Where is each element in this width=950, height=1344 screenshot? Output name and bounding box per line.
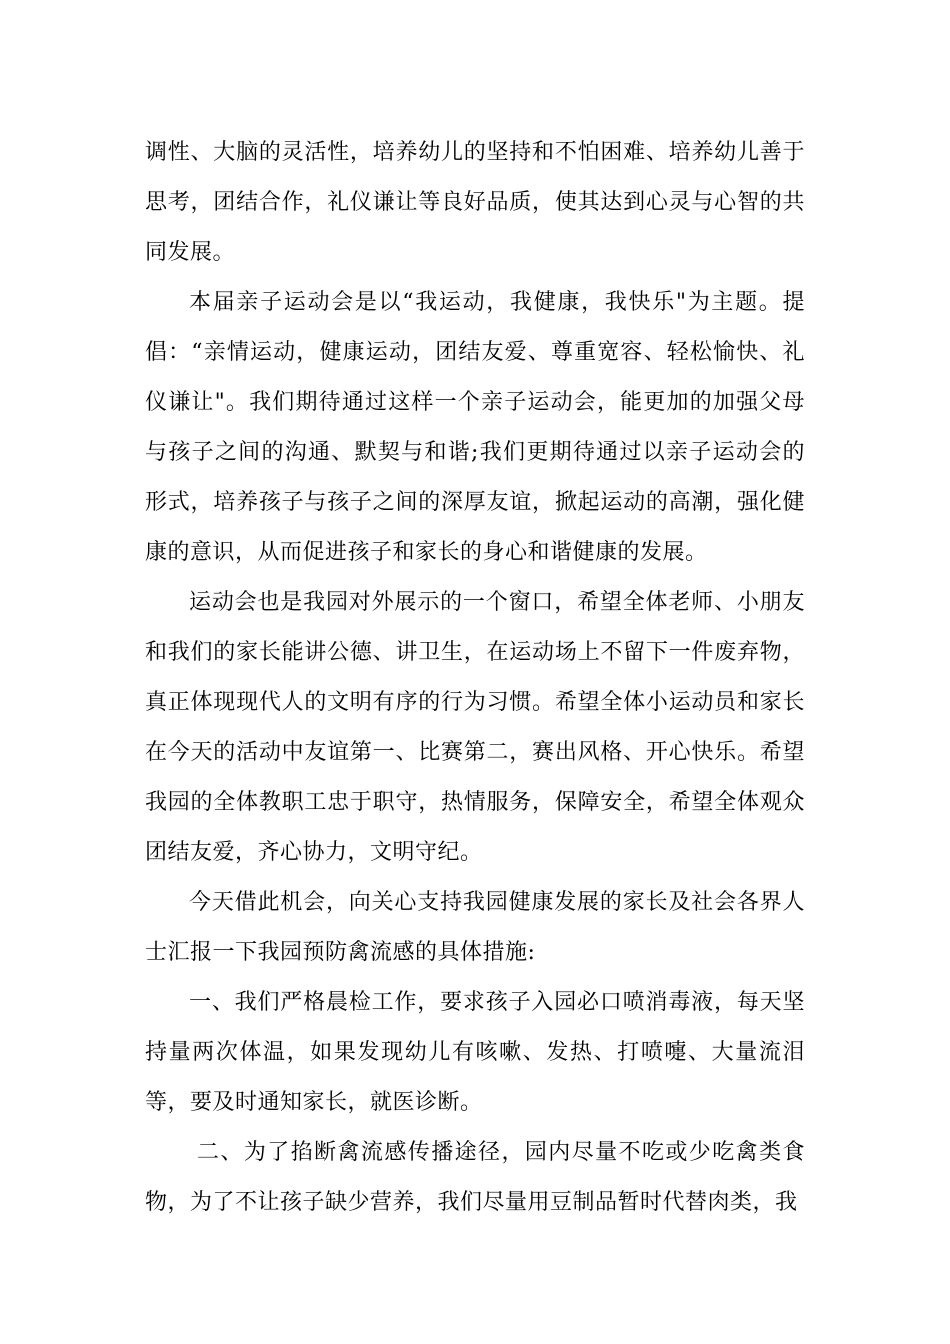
paragraph-5: 一、我们严格晨检工作，要求孩子入园必口喷消毒液，每天坚持量两次体温，如果发现幼儿有咳嗽、发热、打喷嚏、大量流泪等，要及时通知家长，就医诊断。: [145, 990, 805, 1115]
paragraph-6: 二、为了掐断禽流感传播途径，园内尽量不吃或少吃禽类食物，为了不让孩子缺少营养，我们尽量用豆制品暂时代替肉类，我: [145, 1140, 805, 1215]
document-body: [145, 128, 805, 1228]
paragraph-1: 调性、大脑的灵活性，培养幼儿的坚持和不怕困难、培养幼儿善于思考，团结合作，礼仪谦让等良好品质，使其达到心灵与心智的共同发展。: [145, 140, 805, 265]
paragraph-3: 运动会也是我园对外展示的一个窗口，希望全体老师、小朋友和我们的家长能讲公德、讲卫生，在运动场上不留下一件废弃物，真正体现现代人的文明有序的行为习惯。希望全体小运动员和家长在今天的活动中友谊第一、比赛第二，赛出风格、开心快乐。希望我园的全体教职工忠于职守，热情服务，保障安全，希望全体观众团结友爱，齐心协力，文明守纪。: [145, 590, 805, 865]
paragraph-4: 今天借此机会，向关心支持我园健康发展的家长及社会各界人士汇报一下我园预防禽流感的具体措施:: [145, 890, 805, 965]
paragraph-2: 本届亲子运动会是以“我运动，我健康，我快乐"为主题。提倡：“亲情运动，健康运动，团结友爱、尊重宽容、轻松愉快、礼仪谦让"。我们期待通过这样一个亲子运动会，能更加的加强父母与孩子之间的沟通、默契与和谐;我们更期待通过以亲子运动会的形式，培养孩子与孩子之间的深厚友谊，掀起运动的高潮，强化健康的意识，从而促进孩子和家长的身心和谐健康的发展。: [145, 290, 805, 565]
